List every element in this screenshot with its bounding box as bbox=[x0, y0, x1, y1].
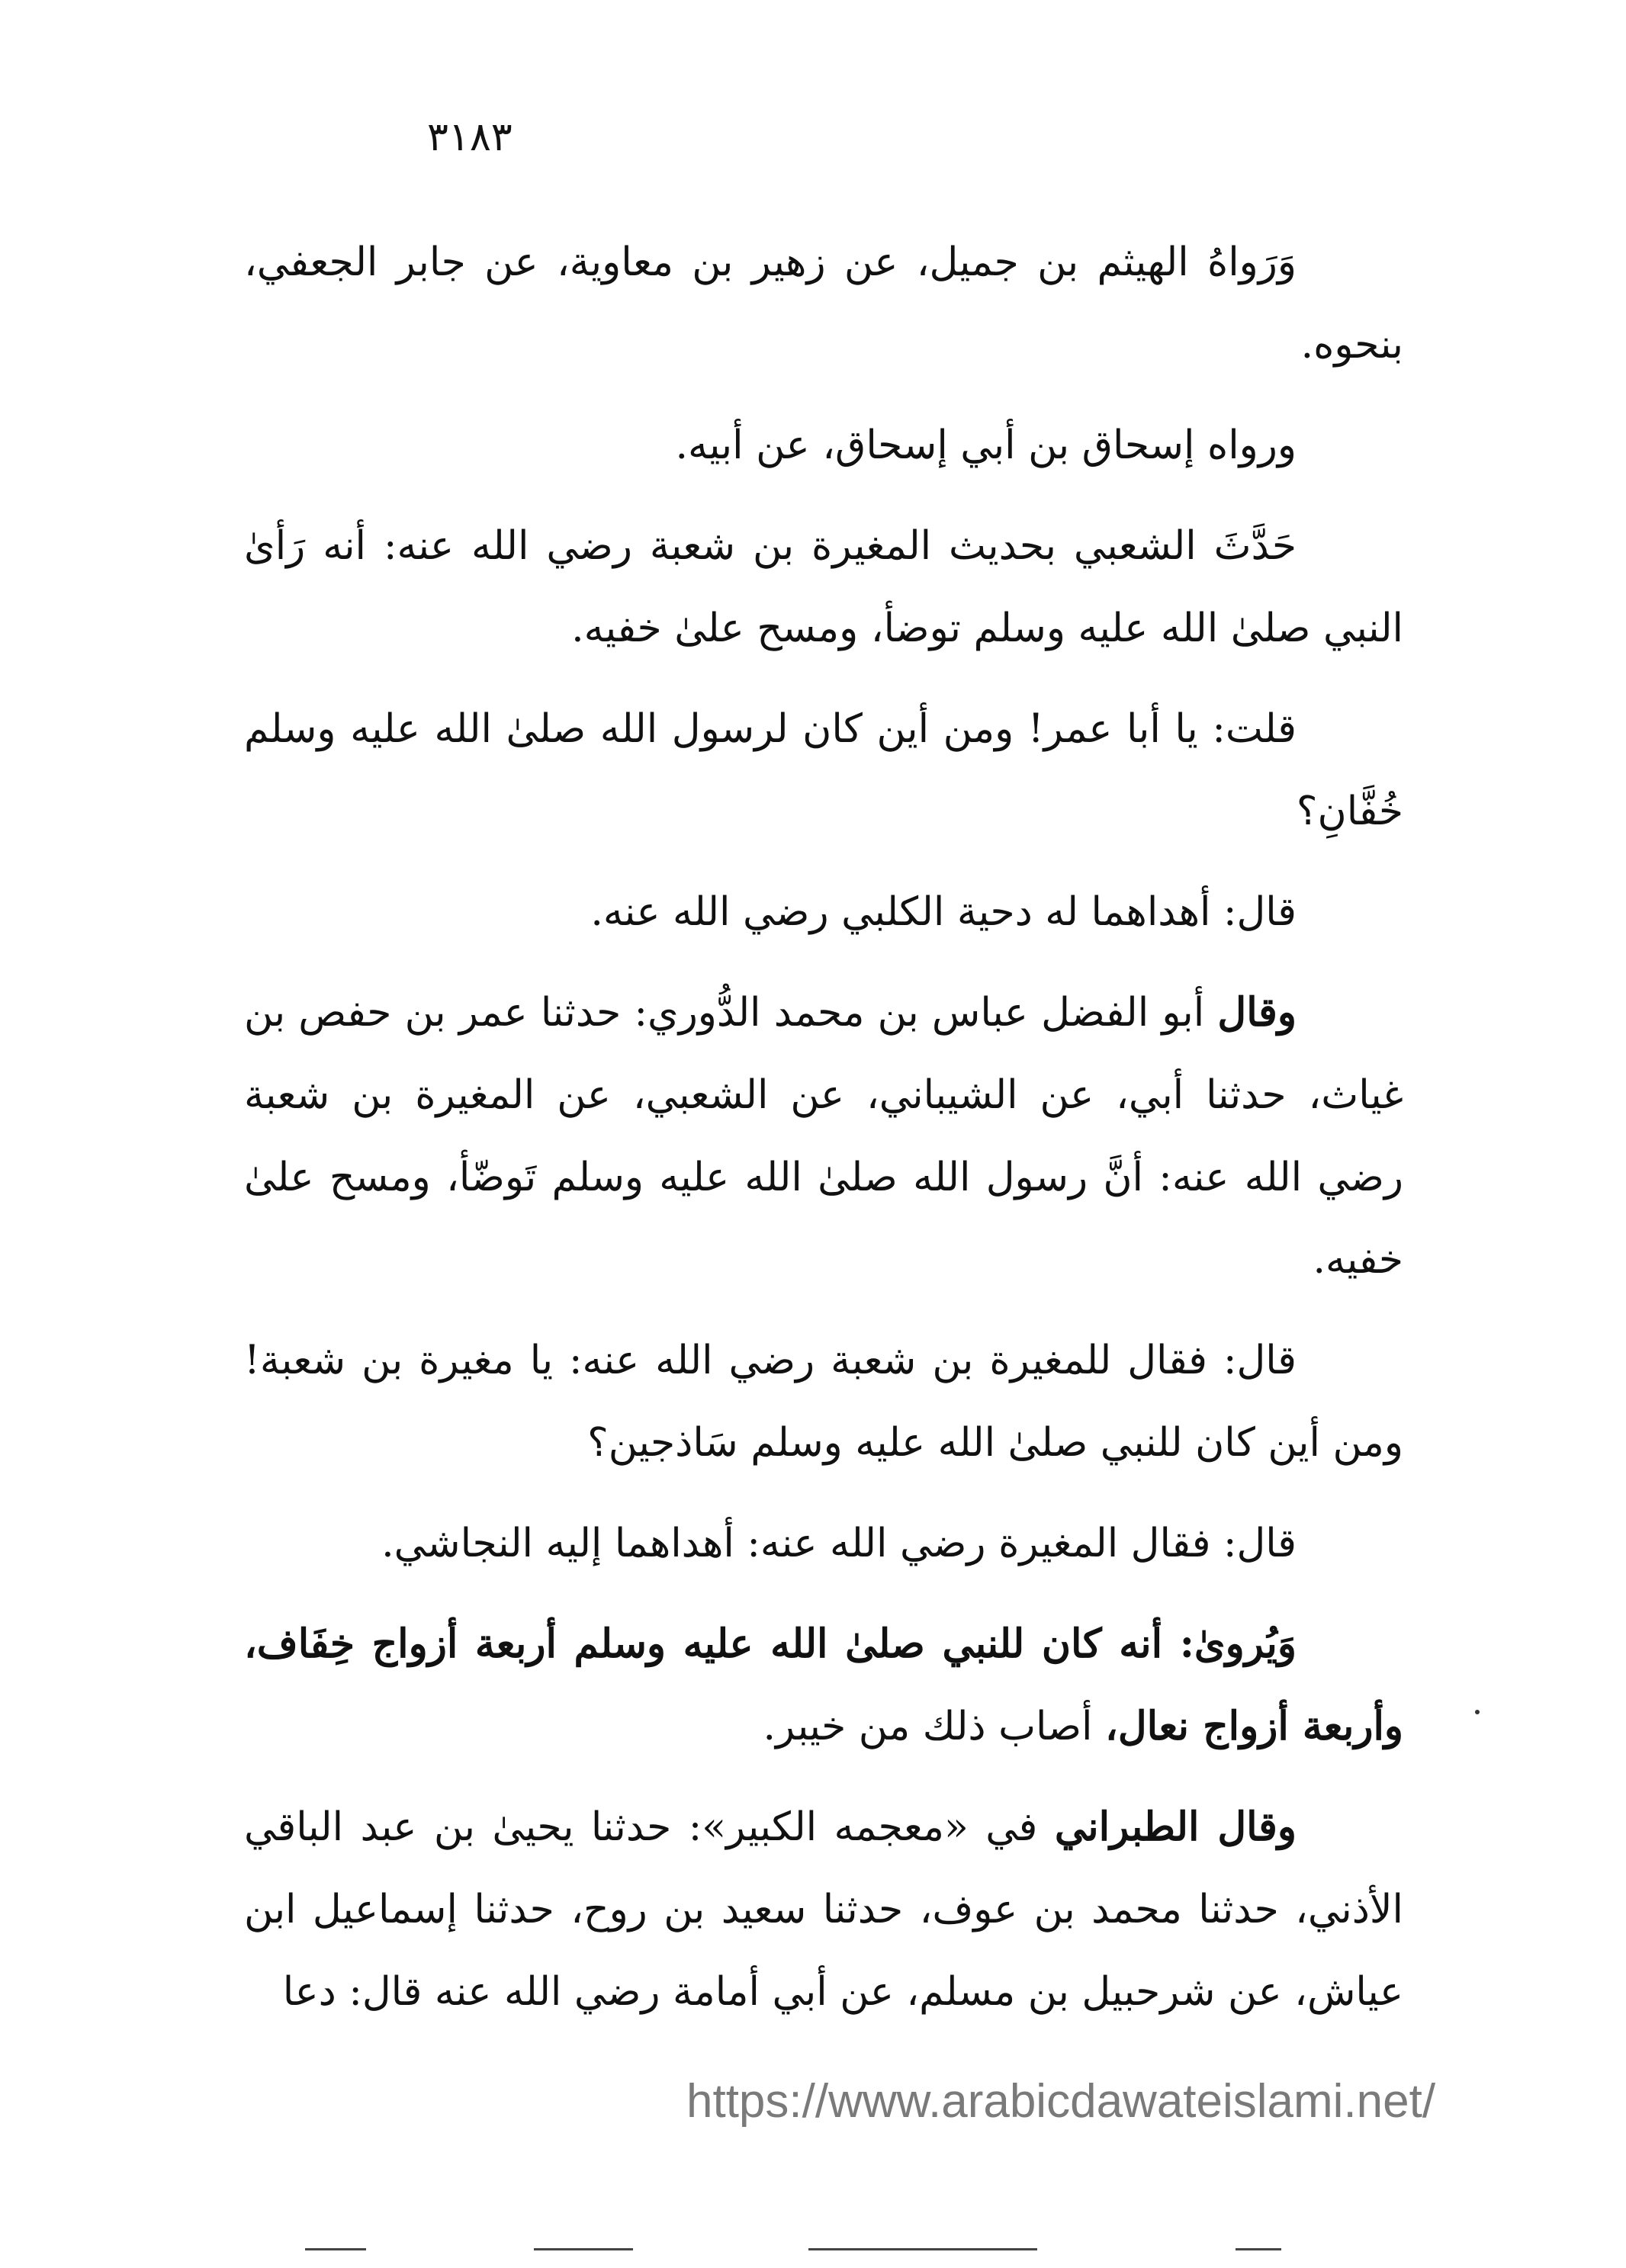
paragraph-8: قال: فقال المغيرة رضي الله عنه: أهداهما إليه النجاشي. bbox=[381, 1521, 1297, 1566]
paragraph-10-body: في «معجمه الكبير»: حدثنا يحيىٰ بن عبد الباقي الأذني، حدثنا محمد بن عوف، حدثنا سعيد بن روح، حدثنا إسماعيل ابن عياش، عن شرحبيل بن مسلم، عن أبي أمامة رضي الله عنه قال: دعا bbox=[244, 1804, 1403, 2015]
paragraph-6 bbox=[244, 972, 1403, 1301]
paragraph-10 bbox=[244, 1786, 1403, 2033]
bottom-rule-4 bbox=[1236, 2248, 1281, 2250]
text-block bbox=[244, 221, 1403, 2051]
paragraph-9-lead: وَيُروىٰ: أنه كان للنبي صلىٰ الله عليه وسلم أربعة أزواج خِفَاف، وأربعة أزواج نعال، bbox=[244, 1621, 1403, 1749]
bottom-rule-2 bbox=[534, 2248, 633, 2250]
bottom-rule-1 bbox=[305, 2248, 366, 2250]
paragraph-9-body: أصاب ذلك من خيبر. bbox=[763, 1704, 1106, 1749]
paragraph-7: قال: فقال للمغيرة بن شعبة رضي الله عنه: يا مغيرة بن شعبة! ومن أين كان للنبي صلىٰ الله عليه وسلم سَاذجين؟ bbox=[244, 1338, 1403, 1466]
paragraph-2: ورواه إسحاق بن أبي إسحاق، عن أبيه. bbox=[675, 422, 1297, 468]
paragraph-3: حَدَّثَ الشعبي بحديث المغيرة بن شعبة رضي الله عنه: أنه رَأىٰ النبي صلىٰ الله عليه وسلم توضأ، ومسح علىٰ خفيه. bbox=[244, 523, 1403, 651]
paragraph-1: وَرَواهُ الهيثم بن جميل، عن زهير بن معاوية، عن جابر الجعفي، بنحوه. bbox=[244, 239, 1403, 368]
margin-dot bbox=[1475, 1710, 1480, 1714]
paragraph-6-lead: وقال bbox=[1217, 989, 1297, 1036]
paragraph-6-body: أبو الفضل عباس بن محمد الدُّوري: حدثنا عمر بن حفص بن غياث، حدثنا أبي، عن الشيباني، عن الشعبي، عن المغيرة بن شعبة رضي الله عنه: أنَّ رسول الله صلىٰ الله عليه وسلم تَوضّأ، ومسح علىٰ خفيه. bbox=[244, 990, 1403, 1283]
page-number: ٣١٨٣ bbox=[427, 114, 513, 160]
watermark-url: https://www.arabicdawateislami.net/ bbox=[686, 2075, 1436, 2128]
paragraph-5: قال: أهداهما له دحية الكلبي رضي الله عنه. bbox=[590, 889, 1297, 935]
paragraph-4: قلت: يا أبا عمر! ومن أين كان لرسول الله صلىٰ الله عليه وسلم خُفَّانِ؟ bbox=[244, 706, 1403, 834]
bottom-rule-3 bbox=[808, 2248, 1037, 2250]
paragraph-9 bbox=[244, 1603, 1403, 1768]
paragraph-10-lead: وقال الطبراني bbox=[1054, 1804, 1297, 1850]
